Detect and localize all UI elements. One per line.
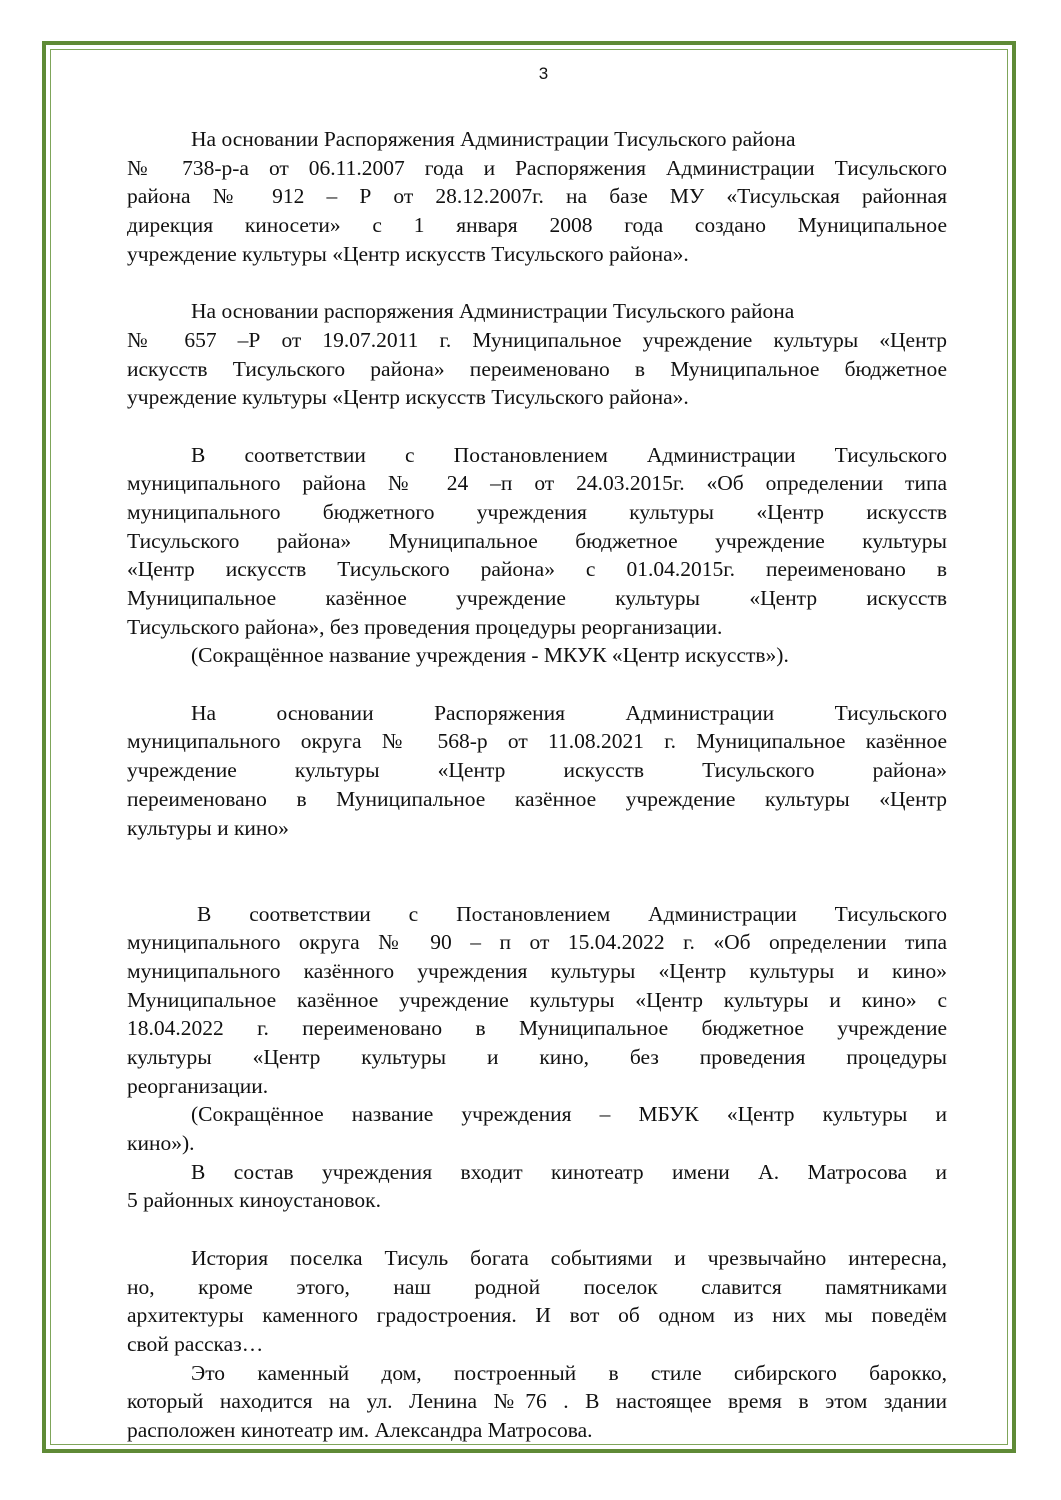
paragraph-4 xyxy=(127,699,947,842)
paragraph-2 xyxy=(127,297,947,412)
text-line: В соответствии с Постановлением Администрации Тисульского xyxy=(197,901,947,926)
text-line: На основании Распоряжения Администрации Тисульского xyxy=(191,700,947,725)
text-line: На основании Распоряжения Администрации Тисульского района xyxy=(191,127,796,151)
text-line: «Центр искусств Тисульского района» с 01.04.2015г. переименовано в xyxy=(127,557,947,582)
text-line: Это каменный дом, построенный в стиле сибирского барокко, xyxy=(191,1360,947,1385)
text-line: Муниципальное казённое учреждение культуры «Центр искусств xyxy=(127,586,947,610)
text-line: культуры «Центр культуры и кино, без проведения процедуры xyxy=(127,1045,947,1069)
document-body xyxy=(127,125,947,1445)
text-line: муниципального округа № 90 – п от 15.04.2022 г. «Об определении типа xyxy=(127,930,947,955)
text-line: архитектуры каменного градостроения. И вот об одном из них мы поведём xyxy=(127,1303,947,1328)
text-line: кино»). xyxy=(127,1131,195,1156)
text-line: учреждение культуры «Центр искусств Тисульского района». xyxy=(127,385,689,410)
text-line: № 657 –Р от 19.07.2011 г. Муниципальное учреждение культуры «Центр xyxy=(127,327,947,352)
text-line: (Сокращённое название учреждения – МБУК «Центр культуры и xyxy=(191,1102,947,1127)
page-number: 3 xyxy=(538,64,549,83)
text-line: (Сокращённое название учреждения - МКУК «Центр искусств»). xyxy=(191,643,789,668)
paragraph-5 xyxy=(127,900,947,1216)
text-line: В состав учреждения входит кинотеатр имени А. Матросова и xyxy=(191,1159,947,1184)
text-line: который находится на ул. Ленина №76 . В настоящее время в этом здании xyxy=(127,1389,947,1414)
text-line: свой рассказ… xyxy=(127,1331,264,1356)
text-line: Тисульского района» Муниципальное бюджетное учреждение культуры xyxy=(127,528,947,553)
text-line: муниципального бюджетного учреждения культуры «Центр искусств xyxy=(127,499,947,524)
paragraph-1 xyxy=(127,125,947,268)
text-line: расположен кинотеатр им. Александра Матросова. xyxy=(127,1417,593,1442)
text-line: культуры и кино» xyxy=(127,815,289,840)
text-line: района № 912 – Р от 28.12.2007г. на базе МУ «Тисульская районная xyxy=(127,184,947,209)
text-line: На основании распоряжения Администрации Тисульского района xyxy=(191,299,795,324)
text-line: Тисульского района», без проведения процедуры реорганизации. xyxy=(127,614,723,639)
text-line: учреждение культуры «Центр искусств Тисульского района» xyxy=(127,758,947,783)
text-line: Муниципальное казённое учреждение культуры «Центр культуры и кино» с xyxy=(127,987,947,1012)
text-line: № 738-р-а от 06.11.2007 года и Распоряжения Администрации Тисульского xyxy=(127,155,947,180)
text-line: реорганизации. xyxy=(127,1073,269,1098)
text-line: 5 районных киноустановок. xyxy=(127,1188,381,1213)
paragraph-6 xyxy=(127,1244,947,1445)
text-line: дирекция киносети» с 1 января 2008 года создано Муниципальное xyxy=(127,213,947,238)
text-line: В соответствии с Постановлением Администрации Тисульского xyxy=(191,442,947,467)
paragraph-3 xyxy=(127,441,947,671)
text-line: но, кроме этого, наш родной поселок славится памятниками xyxy=(127,1274,947,1299)
text-line: муниципального казённого учреждения культуры «Центр культуры и кино» xyxy=(127,958,947,983)
text-line: искусств Тисульского района» переименовано в Муниципальное бюджетное xyxy=(127,356,947,381)
text-line: муниципального района № 24 –п от 24.03.2015г. «Об определении типа xyxy=(127,471,947,496)
text-line: учреждение культуры «Центр искусств Тисульского района». xyxy=(127,241,689,266)
text-line: 18.04.2022 г. переименовано в Муниципальное бюджетное учреждение xyxy=(127,1016,947,1041)
text-line: муниципального округа № 568-р от 11.08.2021 г. Муниципальное казённое xyxy=(127,729,947,754)
text-line: История поселка Тисуль богата событиями и чрезвычайно интересна, xyxy=(191,1245,947,1270)
text-line: переименовано в Муниципальное казённое учреждение культуры «Центр xyxy=(127,786,947,811)
